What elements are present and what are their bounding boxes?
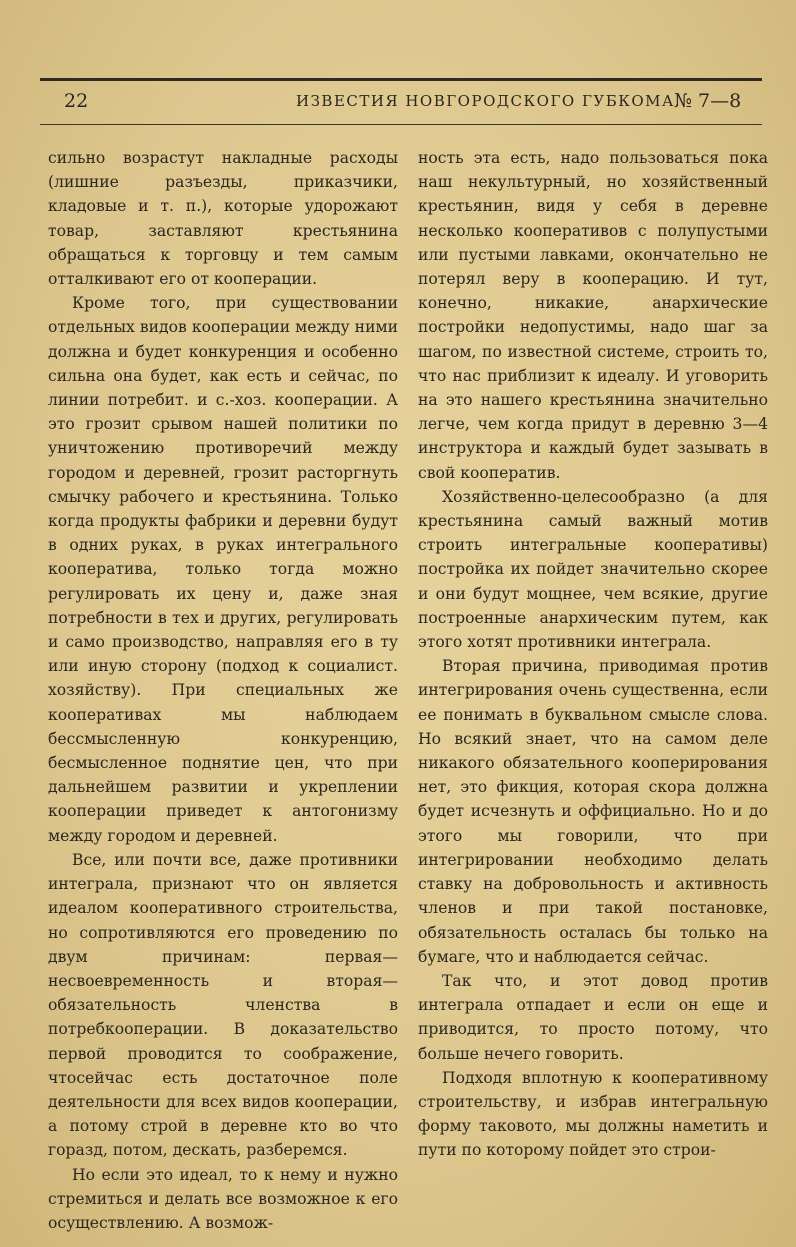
paragraph: Вторая причина, приводимая против интегрирования очень существенна, если ее понимать в буквальном смысле слова. Но всякий знает, что на самом деле никакого обязательного кооперирования нет, это фикция, которая скора должна будет исчезнуть и оффициально. Но и до этого мы говорили, что при интегрировании необходимо делать ставку на добровольность и активность членов и при такой постановке, обязательность осталась бы только на бумаге, что и наблюдается сейчас.	[418, 657, 768, 966]
paragraph: Хозяйственно-целесообразно (а для крестьянина самый важный мотив строить интегральные кооперативы) постройка их пойдет значительно скорее и они будут мощнее, чем всякие, другие построенные анархическим путем, как этого хотят противники интеграла.	[418, 487, 768, 652]
paragraph: сильно возрастут накладные расходы (лишние разъезды, приказчики, кладовые и т. п.), которые удорожают товар, заставляют крестьянина обращаться к торговцу и тем самым отталкивают его от кооперации.	[48, 149, 398, 289]
paragraph: ность эта есть, надо пользоваться пока наш некультурный, но хозяйственный крестьянин, видя у себя в деревне несколько кооперативов с полупустыми или пустыми лавками, окончательно не потерял веру в кооперацию. И тут, конечно, никакие, анархические постройки недопустимы, надо шаг за шагом, по известной системе, строить то, что нас приблизит к идеалу. И уговорить на это нашего крестьянина значительно легче, чем когда придут в деревню 3—4 инструктора и каждый будет зазывать в свой кооператив.	[418, 149, 768, 482]
left-column	[48, 146, 398, 1235]
header-rule	[40, 124, 762, 125]
paragraph: Так что, и этот довод против интеграла отпадает и если он еще и приводится, то просто потому, что больше нечего говорить.	[418, 971, 768, 1063]
issue-number: № 7—8	[674, 90, 742, 112]
top-rule	[40, 78, 762, 81]
running-header	[40, 86, 762, 120]
paragraph: Кроме того, при существовании отдельных видов кооперации между ними должна и будет конкуренция и особенно сильна она будет, как есть и сейчас, по линии потребит. и с.-хоз. кооперации. А это грозит срывом нашей политики по уничтожению противоречий между городом и деревней, грозит расторгнуть смычку рабочего и крестьянина. Только когда продукты фабрики и деревни будут в одних руках, в руках интегрального кооператива, только тогда можно регулировать их цену и, даже зная потребности в тех и других, регулировать и само производство, направляя его в ту или иную сторону (подход к социалист. хозяйству). При специальных же кооперативах мы наблюдаем бессмысленную конкуренцию, бесмысленное поднятие цен, что при дальнейшем развитии и укреплении кооперации приведет к антогонизму между городом и деревней.	[48, 294, 398, 845]
page-number: 22	[64, 90, 89, 112]
paragraph: Все, или почти все, даже противники интеграла, признают что он является идеалом кооперативного строительства, но сопротивляются его проведению по двум причинам: первая—несвоевременность и вторая—обязательность членства в потребкооперации. В доказательство первой проводится то соображение, чтосейчас есть достаточное поле деятельности для всех видов кооперации, а потому строй в деревне кто во что горазд, потом, дескать, разберемся.	[48, 850, 398, 1160]
paragraph: Но если это идеал, то к нему и нужно стремиться и делать все возможное к его осуществлению. А возмож-	[48, 1165, 398, 1232]
journal-title: ИЗВЕСТИЯ НОВГОРОДСКОГО ГУБКОМА.	[296, 92, 682, 110]
right-column	[418, 146, 768, 1163]
paragraph: Подходя вплотную к кооперативному строительству, и избрав интегральную форму таковото, мы должны наметить и пути по которому пойдет это строи-	[418, 1068, 768, 1160]
